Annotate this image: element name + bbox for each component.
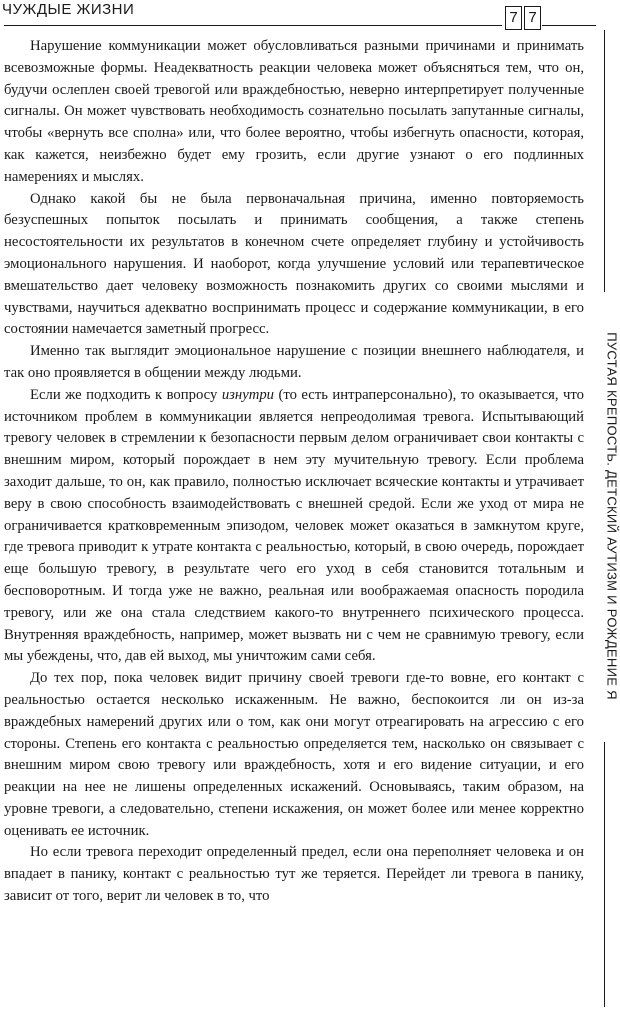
page-number-digit-2: 7 [524, 6, 541, 30]
running-head-title: ЧУЖДЫЕ ЖИЗНИ [2, 1, 135, 18]
paragraph-4-start: Если же подходить к вопросу [30, 386, 222, 403]
page-number-digit-1: 7 [505, 6, 522, 30]
paragraph-4 [4, 385, 584, 668]
paragraph-3: Именно так выглядит эмоциональное нарушение с позиции внешнего наблюдателя, и так оно проявляется в общении между людьми. [4, 343, 584, 381]
page-number [505, 6, 541, 30]
header-rule [4, 25, 502, 26]
side-book-title: ПУСТАЯ КРЕПОСТЬ. ДЕТСКИЙ АУТИЗМ И РОЖДЕНИЕ Я [604, 332, 620, 700]
paragraph-1: Нарушение коммуникации может обусловливаться разными причинами и принимать всевозможные формы. Неадекватность реакции человека может объясняться тем, что он, будучи ослеплен своей тревогой или враждебностью, неверно интерпретирует полученные сигналы. Он может чувствовать необходимость сознательно посылать запутанные сигналы, чтобы «вернуть все сполна» или, что более вероятно, чтобы избегнуть опасности, которая, как кажется, неизбежно будет ему грозить, если другие узнают о его подлинных намерениях и мыслях. [4, 38, 584, 185]
body-text [4, 36, 584, 908]
paragraph-6: Но если тревога переходит определенный предел, если она переполняет человека и он впадает в панику, контакт с реальностью тут же теряется. Перейдет ли тревога в панику, зависит от того, верит ли человек в то, что [4, 844, 584, 905]
paragraph-5: До тех пор, пока человек видит причину своей тревоги где-то вовне, его контакт с реальностью остается несколько искаженным. Не важно, беспокоится ли он из-за враждебных намерений других или о том, как они могут отреагировать на агрессию с его стороны. Степень его контакта с реальностью определяется тем, насколько он связывает с внешним миром свою тревогу или враждебность, хотя и его видение ситуации, и его реакции на нее не лишены определенных искажений. Основываясь, таким образом, на уровне тревоги, а следовательно, степени искажения, он может более или менее корректно оценивать ее источник. [4, 670, 584, 839]
side-rule-top [604, 30, 605, 292]
paragraph-4-rest: (то есть интраперсонально), то оказывается, что источником проблем в коммуникации является непреодолимая тревога. Испытывающий тревогу человек в стремлении к безопасности первым делом ограничивает свои контакты с внешним миром, который порождает в нем эту мучительную тревогу. Если проблема заходит дальше, то он, как правило, полностью исключает всяческие контакты и утрачивает веру в свою способность взаимодействовать с внешней средой. Если же уход от мира не ограничивается кратковременным эпизодом, человек может оказаться в замкнутом круге, где тревога приводит к утрате контакта с реальностью, который, в свою очередь, порождает еще большую тревогу, в результате чего его уход в себя становится тотальным и бесповоротным. И тогда уже не важно, реальная или воображаемая опасность породила тревогу, или же она стала следствием какого-то внутреннего психического процесса. Внутренняя враждебность, например, может вызвать ни с чем не сравнимую тревогу, если мы убеждены, что, дав ей выход, мы уничтожим сами себя. [4, 386, 584, 665]
side-rule-bottom [604, 742, 605, 1007]
header-rule-right [542, 25, 596, 26]
paragraph-4-emphasis: изнутри [221, 386, 275, 403]
paragraph-2: Однако какой бы не была первоначальная причина, именно повторяемость безуспешных попыток посылать и принимать сообщения, а также степень несостоятельности их результатов в конечном счете определяет глубину и устойчивость эмоционального нарушения. И наоборот, когда улучшение условий или терапевтическое вмешательство дает человеку возможность познакомить других со своими мыслями и чувствами, научиться адекватно воспринимать процесс и содержание коммуникации, в его состоянии намечается заметный прогресс. [4, 190, 584, 338]
